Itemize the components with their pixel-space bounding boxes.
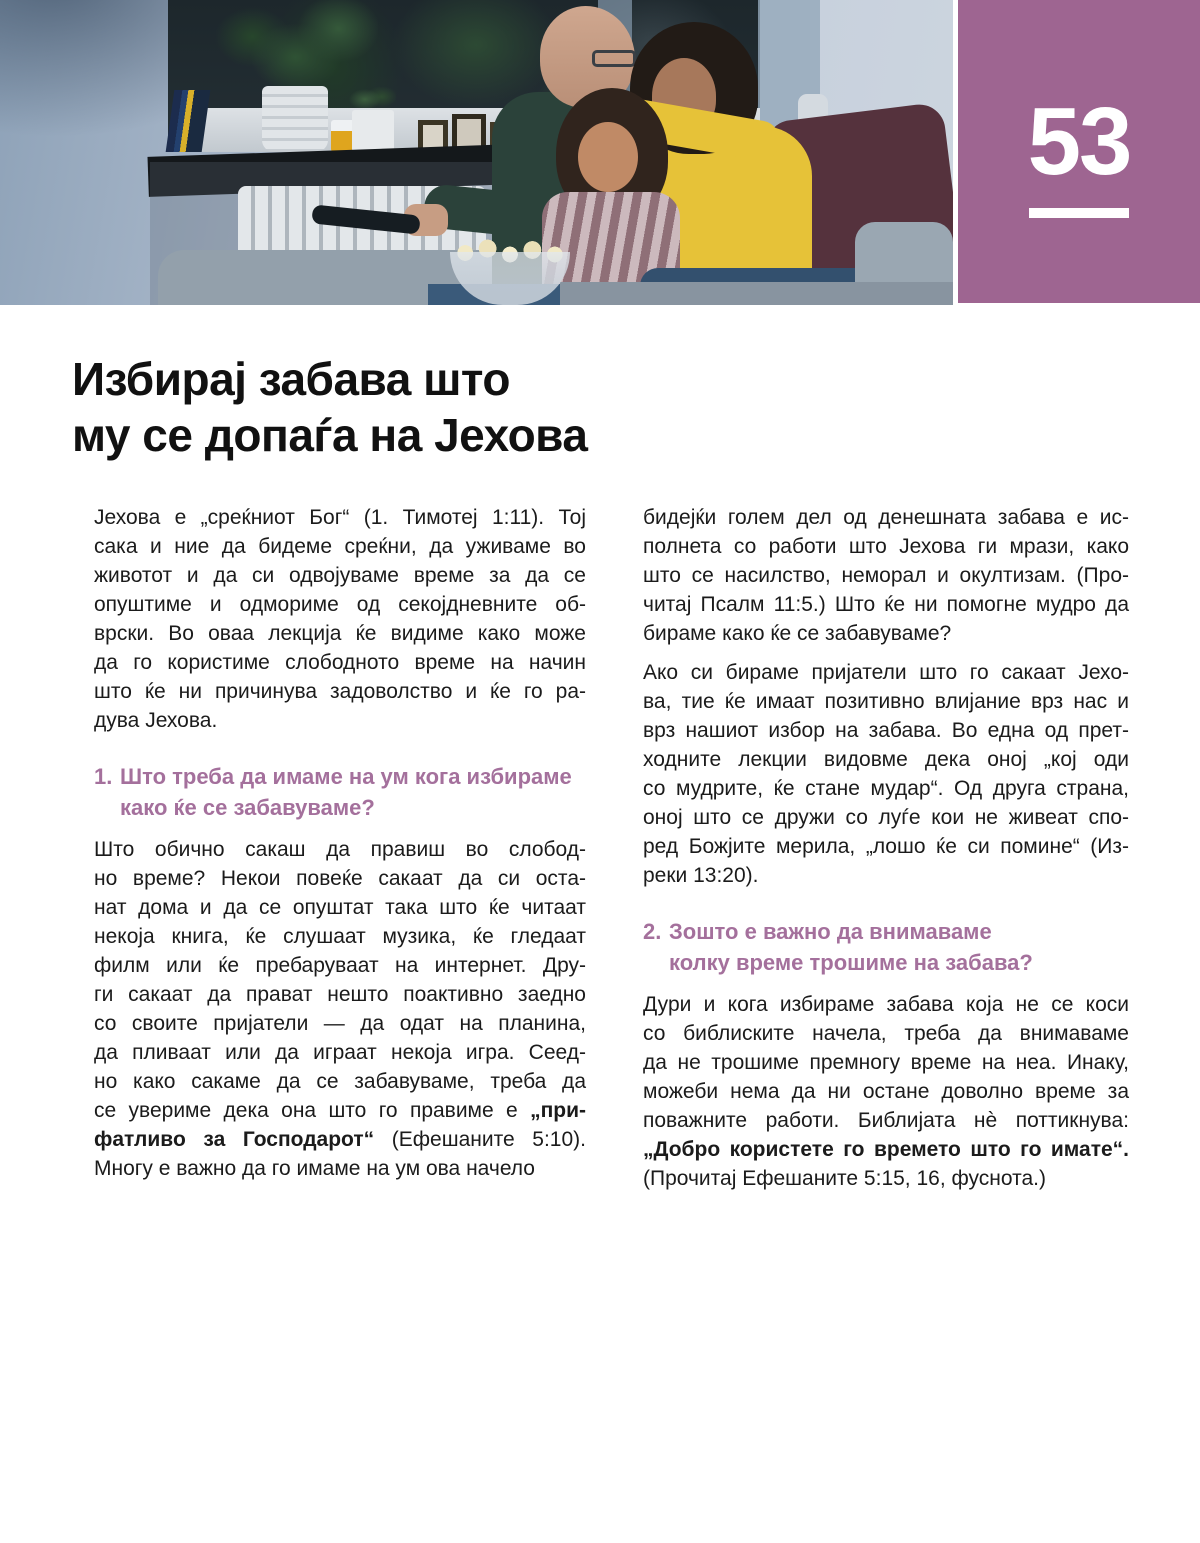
- text-line: можеби нема да ни остане доволно време за: [643, 1080, 1129, 1103]
- paragraph: [94, 503, 586, 735]
- page-title: [72, 351, 1200, 463]
- text-line: филм или ќе пребаруваат на интернет. Дру-: [94, 954, 586, 977]
- text-line: фатливо за Господарот“ (Ефешаните 5:10).: [94, 1128, 586, 1151]
- large-plant-pot: [262, 86, 328, 152]
- text-line: Јехова е „среќниот Бог“ (1. Тимотеј 1:11). Тој: [94, 506, 586, 529]
- text-line: со своите пријатели — да одат на планина,: [94, 1012, 586, 1035]
- text-line: нат дома и да се опуштат така што ќе читаат: [94, 896, 586, 919]
- hero: [0, 0, 1200, 305]
- right-column: [643, 503, 1129, 1203]
- question-number: 2.: [643, 919, 662, 944]
- text-line: врз нашиот избор на забава. Во една од прет-: [643, 719, 1129, 742]
- text-line: ред Божјите мерила, „лошо ќе си помине“ (Из-: [643, 835, 1129, 858]
- daughter-face: [578, 122, 638, 192]
- paragraph: [643, 658, 1129, 890]
- family-watching-tv-photo: [0, 0, 953, 305]
- page-title-line-2: му се допаѓа на Јехова: [72, 409, 588, 461]
- text-line: што ќе ни причинува задоволство и ќе го ра-: [94, 680, 586, 703]
- article-body: [0, 503, 1200, 1203]
- text-line: бидејќи голем дел од денешната забава е ис-: [643, 506, 1129, 529]
- text-line: дува Јехова.: [94, 709, 218, 732]
- text-line: „Добро користете го времето што го имате“.: [643, 1138, 1129, 1161]
- text-line: ва, тие ќе имаат позитивно влијание врз нас и: [643, 690, 1129, 713]
- lesson-number-underline: [1029, 208, 1129, 218]
- paragraph: [643, 503, 1129, 648]
- lesson-number: 53: [1027, 88, 1131, 195]
- study-question: [94, 761, 586, 823]
- text-line: Што обично сакаш да правиш во слобод-: [94, 838, 586, 861]
- text-line: полнета со работи што Јехова ги мрази, како: [643, 535, 1129, 558]
- left-column: [94, 503, 586, 1203]
- text-line: да не трошиме премногу време на неа. Инаку,: [643, 1051, 1129, 1074]
- question-line: како ќе се забавуваме?: [120, 795, 375, 820]
- glasses-icon: [592, 50, 636, 67]
- text-line: (Прочитај Ефешаните 5:15, 16, фуснота.): [643, 1167, 1047, 1190]
- text-line: но време? Некои повеќе сакаат да си оста-: [94, 867, 586, 890]
- page-title-line-1: Избирај забава што: [72, 353, 510, 405]
- text-line: Ако си бираме пријатели што го сакаат Јехо-: [643, 661, 1129, 684]
- text-line: сака и ние да бидеме среќни, да уживаме во: [94, 535, 586, 558]
- text-line: Дури и кога избираме забава која не се коси: [643, 993, 1129, 1016]
- paragraph: [94, 835, 586, 1183]
- text-line: да пливаат или да играат некоја игра. Сеед-: [94, 1041, 586, 1064]
- question-line: колку време трошиме на забава?: [669, 950, 1033, 975]
- text-line: ги сакаат да прават нешто поактивно заедно: [94, 983, 586, 1006]
- text-line: реки 13:20).: [643, 864, 759, 887]
- text-line: животот и да си одвојуваме време за да се: [94, 564, 586, 587]
- text-line: се увериме дека она што го правиме е „при-: [94, 1099, 586, 1122]
- text-line: читај Псалм 11:5.) Што ќе ни помогне мудро да: [643, 593, 1129, 616]
- text-line: Многу е важно да го имаме на ум ова начело: [94, 1157, 535, 1180]
- couch-seat: [560, 282, 953, 305]
- text-line: со библиските начела, треба да внимаваме: [643, 1022, 1129, 1045]
- text-line: оној што се дружи со луѓе кои не живеат спо-: [643, 806, 1129, 829]
- text-line: што се насилство, неморал и окултизам. (Про-: [643, 564, 1129, 587]
- question-number: 1.: [94, 764, 113, 789]
- paragraph: [643, 990, 1129, 1193]
- text-line: ходните лекции видовме дека оној „кој оди: [643, 748, 1129, 771]
- text-line: со мудрите, ќе стане мудар“. Од друга страна,: [643, 777, 1129, 800]
- text-line: врски. Во оваа лекција ќе видиме како може: [94, 622, 586, 645]
- text-line: но како сакаме да се забавуваме, треба да: [94, 1070, 586, 1093]
- study-question: [643, 916, 1129, 978]
- text-line: бираме како ќе се забавуваме?: [643, 622, 952, 645]
- question-line: Што треба да имаме на ум кога избираме: [120, 764, 572, 789]
- lesson-number-badge: [958, 0, 1200, 303]
- text-line: поважните работи. Библијата нѐ поттикнува:: [643, 1109, 1129, 1132]
- text-line: опуштиме и одмориме од секојдневните об-: [94, 593, 586, 616]
- text-line: некоја книга, ќе слушаат музика, ќе гледаат: [94, 925, 586, 948]
- large-plant: [213, 0, 378, 96]
- question-line: Зошто е важно да внимаваме: [669, 919, 992, 944]
- text-line: да го користиме слободното време на начин: [94, 651, 586, 674]
- small-plant-pot: [352, 110, 394, 152]
